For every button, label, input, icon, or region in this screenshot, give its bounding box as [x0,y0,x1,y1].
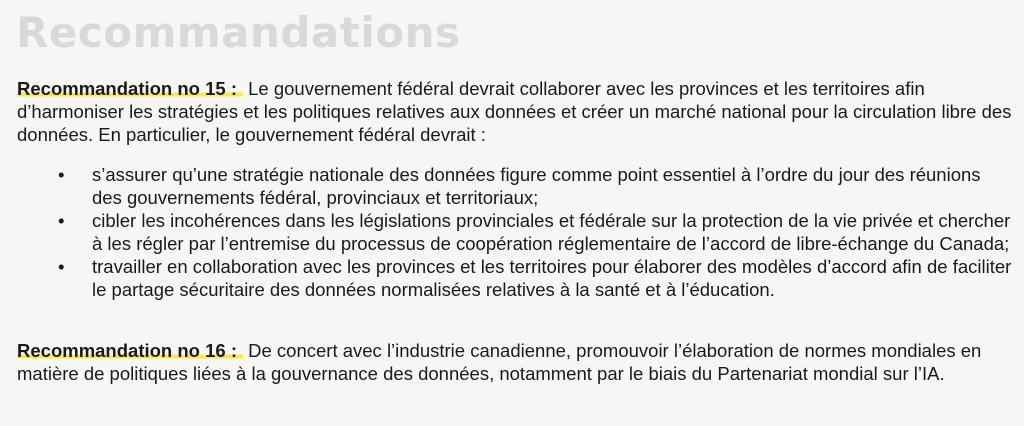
list-item [17,209,1012,255]
bullet-icon: • [58,256,65,277]
bullet-icon: • [58,164,65,185]
list-item [17,255,1012,301]
recommendation-16-label: Recommandation no 16 : [17,340,243,361]
bullet-text: s’assurer qu’une stratégie nationale des données figure comme point essentiel à l’ordre du jour des réunions des gouvernements fédéral, provinciaux et territoriaux; [92,164,981,208]
list-item [17,163,1012,209]
page-title: Recommandations [16,8,461,57]
recommendation-15-bullet-list [17,163,1012,301]
recommendation-15-label: Recommandation no 15 : [17,78,243,99]
recommendation-16-text: De concert avec l’industrie canadienne, promouvoir l’élaboration de normes mondiales en matière de politiques liées à la gouvernance des données, notamment par le biais du Partenariat mondial sur l’IA. [17,340,982,384]
recommendation-16 [17,339,1012,385]
bullet-icon: • [58,210,65,231]
bullet-text: cibler les incohérences dans les législations provinciales et fédérale sur la protection de la vie privée et chercher à les régler par l’entremise du processus de coopération réglementaire de l’accord de libre-échange du Canada; [92,210,1011,254]
recommendation-15-text: Le gouvernement fédéral devrait collaborer avec les provinces et les territoires afin d’harmoniser les stratégies et les politiques relatives aux données et créer un marché national pour la circulation libre des données. En particulier, le gouvernement fédéral devrait : [17,78,1012,145]
bullet-text: travailler en collaboration avec les provinces et les territoires pour élaborer des modèles d’accord afin de faciliter le partage sécuritaire des données normalisées relatives à la santé et à l’éducation. [92,256,1012,300]
recommendation-15 [17,77,1012,146]
